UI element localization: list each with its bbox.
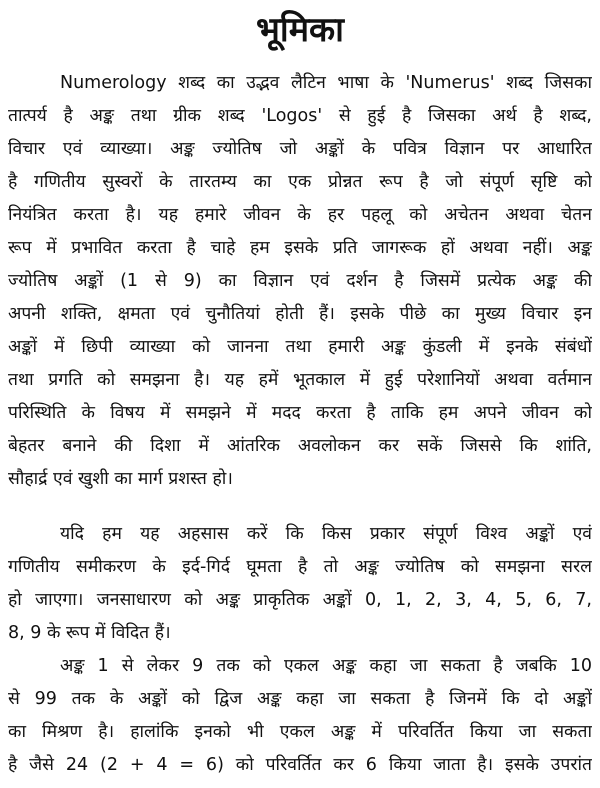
text-line: यदि हम यह अहसास करें कि किस प्रकार संपूर्ण विश्व अङ्कों एवं — [60, 524, 592, 544]
text-line: Numerology शब्द का उद्भव लैटिन भाषा के 'Numerus' शब्द जिसका — [60, 73, 592, 93]
text-line: है गणितीय सुस्वरों के तारतम्य का एक प्रोन्नत रूप है जो संपूर्ण सृष्टि को — [8, 172, 592, 192]
text-line: परिस्थिति के विषय में समझने में मदद करता है ताकि हम अपने जीवन को — [8, 403, 592, 423]
text-line: रूप में प्रभावित करता है चाहे हम इसके प्रति जागरूक हों अथवा नहीं। अङ्क — [8, 238, 592, 258]
text-line: तात्पर्य है अङ्क तथा ग्रीक शब्द 'Logos' से हुई है जिसका अर्थ है शब्द, — [8, 106, 592, 126]
paragraph-2 — [8, 518, 592, 650]
text-line: गणितीय समीकरण के इर्द-गिर्द घूमता है तो अङ्क ज्योतिष को समझना सरल — [8, 557, 592, 577]
text-line: अङ्क 1 से लेकर 9 तक को एकल अङ्क कहा जा सकता है जबकि 10 — [60, 656, 592, 676]
paragraph-1 — [8, 67, 592, 496]
paragraph-3 — [8, 650, 592, 782]
text-line: अङ्कों में छिपी व्याख्या को जानना तथा हमारी अङ्क कुंडली में इनके संबंधों — [8, 337, 592, 357]
text-line: 8, 9 के रूप में विदित हैं। — [8, 623, 171, 643]
text-line: से 99 तक के अङ्कों को द्विज अङ्क कहा जा सकता है जिनमें कि दो अङ्कों — [8, 689, 592, 709]
text-line: तथा प्रगति को समझना है। यह हमें भूतकाल में हुई परेशानियों अथवा वर्तमान — [8, 370, 592, 390]
text-line: विचार एवं व्याख्या। अङ्क ज्योतिष जो अङ्कों के पवित्र विज्ञान पर आधारित — [8, 139, 592, 159]
text-line: अपनी शक्ति, क्षमता एवं चुनौतियां होती हैं। इसके पीछे का मुख्य विचार इन — [8, 304, 592, 324]
text-line: बेहतर बनाने की दिशा में आंतरिक अवलोकन कर सकें जिससे कि शांति, — [8, 436, 592, 456]
page-title: भूमिका — [256, 10, 344, 50]
text-line: नियंत्रित करता है। यह हमारे जीवन के हर पहलू को अचेतन अथवा चेतन — [8, 205, 592, 225]
text-line: का मिश्रण है। हालांकि इनको भी एकल अङ्क में परिवर्तित किया जा सकता — [8, 722, 592, 742]
text-line: सौहार्द्र एवं खुशी का मार्ग प्रशस्त हो। — [8, 469, 233, 489]
text-line: हो जाएगा। जनसाधारण को अङ्क प्राकृतिक अङ्कों 0, 1, 2, 3, 4, 5, 6, 7, — [8, 590, 592, 610]
text-line: है जैसे 24 (2 + 4 = 6) को परिवर्तित कर 6 किया जाता है। इसके उपरांत — [8, 755, 592, 775]
text-line: ज्योतिष अङ्कों (1 से 9) का विज्ञान एवं दर्शन है जिसमें प्रत्येक अङ्क की — [8, 271, 592, 291]
